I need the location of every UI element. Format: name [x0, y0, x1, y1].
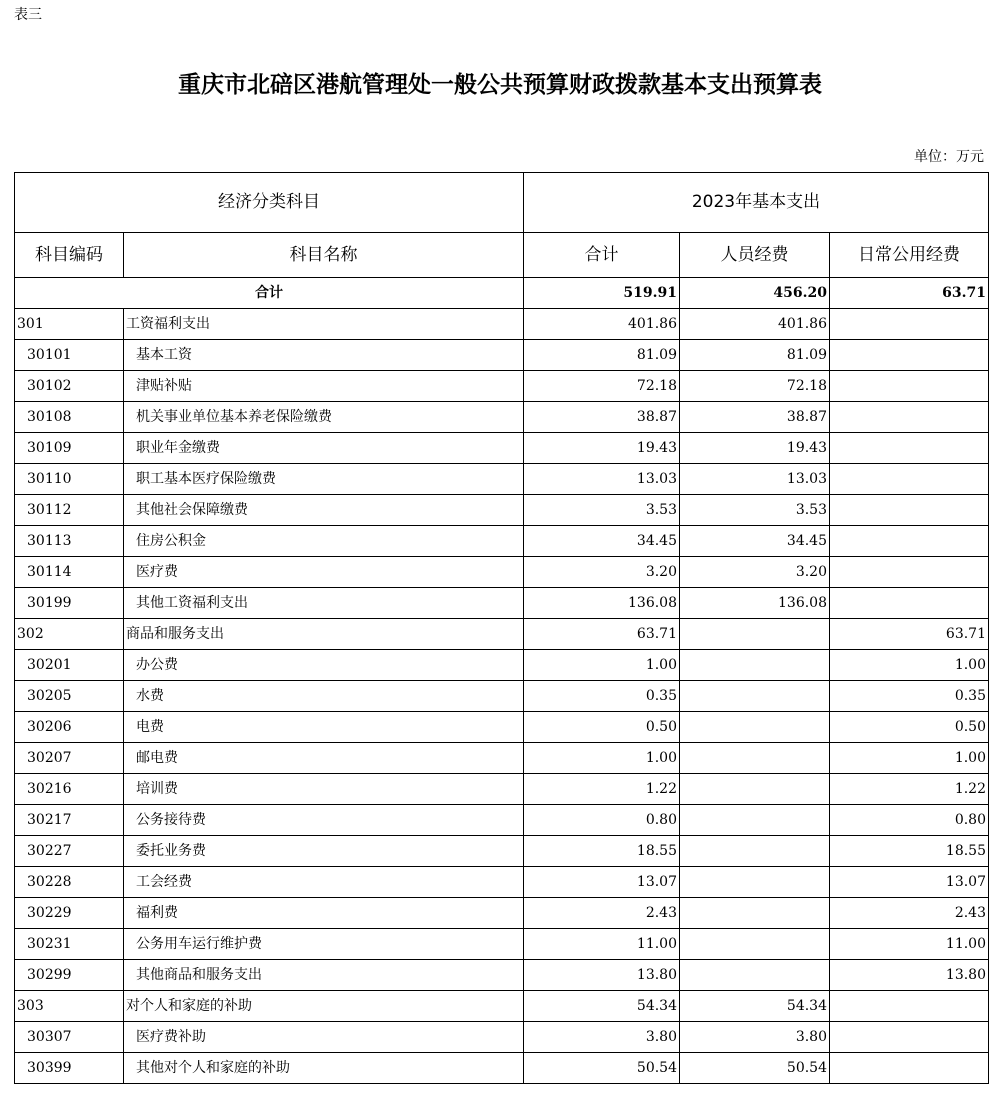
row-daily — [830, 433, 989, 464]
table-row — [15, 402, 989, 433]
row-name: 住房公积金 — [124, 526, 524, 557]
row-code: 302 — [15, 619, 124, 650]
row-personnel: 54.34 — [680, 991, 830, 1022]
row-daily: 0.35 — [830, 681, 989, 712]
row-code: 30113 — [15, 526, 124, 557]
row-name: 工会经费 — [124, 867, 524, 898]
row-total: 1.00 — [524, 650, 680, 681]
row-daily — [830, 557, 989, 588]
total-label: 合计 — [15, 278, 524, 309]
row-total: 0.80 — [524, 805, 680, 836]
row-daily — [830, 991, 989, 1022]
row-code: 30199 — [15, 588, 124, 619]
table-row — [15, 309, 989, 340]
budget-table — [14, 172, 989, 1084]
table-row — [15, 898, 989, 929]
row-code: 30229 — [15, 898, 124, 929]
row-personnel — [680, 681, 830, 712]
row-code: 30101 — [15, 340, 124, 371]
row-personnel — [680, 960, 830, 991]
row-daily — [830, 495, 989, 526]
row-name: 福利费 — [124, 898, 524, 929]
row-daily — [830, 402, 989, 433]
row-daily: 1.00 — [830, 743, 989, 774]
table-row — [15, 960, 989, 991]
row-total: 81.09 — [524, 340, 680, 371]
row-personnel: 81.09 — [680, 340, 830, 371]
table-row — [15, 433, 989, 464]
row-total: 34.45 — [524, 526, 680, 557]
row-code: 30205 — [15, 681, 124, 712]
row-total: 401.86 — [524, 309, 680, 340]
row-total: 38.87 — [524, 402, 680, 433]
row-code: 30228 — [15, 867, 124, 898]
total-value: 519.91 — [524, 278, 680, 309]
row-personnel: 50.54 — [680, 1053, 830, 1084]
row-name: 职工基本医疗保险缴费 — [124, 464, 524, 495]
row-total: 50.54 — [524, 1053, 680, 1084]
row-daily: 0.50 — [830, 712, 989, 743]
table-row — [15, 619, 989, 650]
row-personnel — [680, 619, 830, 650]
row-code: 30399 — [15, 1053, 124, 1084]
row-daily: 1.00 — [830, 650, 989, 681]
row-personnel — [680, 650, 830, 681]
row-personnel: 13.03 — [680, 464, 830, 495]
row-code: 30102 — [15, 371, 124, 402]
table-number-label: 表三 — [14, 7, 42, 23]
row-total: 72.18 — [524, 371, 680, 402]
header-daily: 日常公用经费 — [830, 233, 989, 278]
row-daily: 13.07 — [830, 867, 989, 898]
row-daily: 18.55 — [830, 836, 989, 867]
row-daily: 13.80 — [830, 960, 989, 991]
row-name: 工资福利支出 — [124, 309, 524, 340]
row-code: 30201 — [15, 650, 124, 681]
row-daily: 0.80 — [830, 805, 989, 836]
row-name: 公务接待费 — [124, 805, 524, 836]
row-name: 商品和服务支出 — [124, 619, 524, 650]
row-personnel — [680, 805, 830, 836]
row-daily — [830, 526, 989, 557]
table-row — [15, 743, 989, 774]
row-name: 其他社会保障缴费 — [124, 495, 524, 526]
row-name: 委托业务费 — [124, 836, 524, 867]
header-row-columns — [15, 233, 989, 278]
row-name: 其他对个人和家庭的补助 — [124, 1053, 524, 1084]
row-total: 0.50 — [524, 712, 680, 743]
row-total: 13.03 — [524, 464, 680, 495]
row-personnel — [680, 867, 830, 898]
row-code: 30231 — [15, 929, 124, 960]
row-total: 1.22 — [524, 774, 680, 805]
table-row — [15, 495, 989, 526]
row-personnel: 3.20 — [680, 557, 830, 588]
row-name: 机关事业单位基本养老保险缴费 — [124, 402, 524, 433]
row-total: 1.00 — [524, 743, 680, 774]
row-code: 30307 — [15, 1022, 124, 1053]
row-personnel — [680, 774, 830, 805]
total-daily: 63.71 — [830, 278, 989, 309]
row-code: 30108 — [15, 402, 124, 433]
row-total: 18.55 — [524, 836, 680, 867]
header-basic-expenditure-2023: 2023年基本支出 — [524, 173, 989, 233]
row-name: 其他商品和服务支出 — [124, 960, 524, 991]
row-name: 津贴补贴 — [124, 371, 524, 402]
table-row — [15, 867, 989, 898]
row-name: 培训费 — [124, 774, 524, 805]
row-personnel — [680, 743, 830, 774]
row-daily — [830, 1022, 989, 1053]
row-total: 54.34 — [524, 991, 680, 1022]
row-daily — [830, 309, 989, 340]
row-name: 公务用车运行维护费 — [124, 929, 524, 960]
row-code: 301 — [15, 309, 124, 340]
table-row — [15, 650, 989, 681]
row-total: 3.53 — [524, 495, 680, 526]
row-total: 11.00 — [524, 929, 680, 960]
header-code: 科目编码 — [15, 233, 124, 278]
header-total: 合计 — [524, 233, 680, 278]
row-total: 2.43 — [524, 898, 680, 929]
row-code: 30299 — [15, 960, 124, 991]
row-total: 0.35 — [524, 681, 680, 712]
row-name: 办公费 — [124, 650, 524, 681]
table-row — [15, 371, 989, 402]
total-row — [15, 278, 989, 309]
row-name: 基本工资 — [124, 340, 524, 371]
row-total: 3.20 — [524, 557, 680, 588]
row-code: 30216 — [15, 774, 124, 805]
table-row — [15, 464, 989, 495]
row-code: 30206 — [15, 712, 124, 743]
row-personnel: 3.80 — [680, 1022, 830, 1053]
row-personnel — [680, 836, 830, 867]
row-personnel: 34.45 — [680, 526, 830, 557]
row-personnel: 136.08 — [680, 588, 830, 619]
table-row — [15, 526, 989, 557]
row-name: 邮电费 — [124, 743, 524, 774]
row-personnel: 3.53 — [680, 495, 830, 526]
table-row — [15, 588, 989, 619]
total-personnel: 456.20 — [680, 278, 830, 309]
row-name: 职业年金缴费 — [124, 433, 524, 464]
table-row — [15, 991, 989, 1022]
table-row — [15, 1053, 989, 1084]
row-personnel: 72.18 — [680, 371, 830, 402]
table-row — [15, 681, 989, 712]
row-code: 303 — [15, 991, 124, 1022]
header-economic-category: 经济分类科目 — [15, 173, 524, 233]
header-name: 科目名称 — [124, 233, 524, 278]
table-row — [15, 1022, 989, 1053]
table-row — [15, 774, 989, 805]
row-code: 30227 — [15, 836, 124, 867]
table-row — [15, 557, 989, 588]
row-personnel — [680, 929, 830, 960]
row-total: 136.08 — [524, 588, 680, 619]
table-row — [15, 805, 989, 836]
row-daily — [830, 588, 989, 619]
row-code: 30217 — [15, 805, 124, 836]
row-total: 63.71 — [524, 619, 680, 650]
row-code: 30110 — [15, 464, 124, 495]
row-code: 30207 — [15, 743, 124, 774]
table-row — [15, 929, 989, 960]
row-personnel: 19.43 — [680, 433, 830, 464]
row-name: 医疗费补助 — [124, 1022, 524, 1053]
row-total: 3.80 — [524, 1022, 680, 1053]
row-daily: 63.71 — [830, 619, 989, 650]
row-daily — [830, 371, 989, 402]
row-total: 19.43 — [524, 433, 680, 464]
header-personnel: 人员经费 — [680, 233, 830, 278]
row-name: 其他工资福利支出 — [124, 588, 524, 619]
table-row — [15, 712, 989, 743]
table-row — [15, 340, 989, 371]
table-row — [15, 836, 989, 867]
row-total: 13.80 — [524, 960, 680, 991]
row-name: 水费 — [124, 681, 524, 712]
row-daily — [830, 464, 989, 495]
row-personnel: 401.86 — [680, 309, 830, 340]
row-total: 13.07 — [524, 867, 680, 898]
row-personnel: 38.87 — [680, 402, 830, 433]
row-personnel — [680, 898, 830, 929]
row-daily: 1.22 — [830, 774, 989, 805]
row-daily: 11.00 — [830, 929, 989, 960]
row-name: 医疗费 — [124, 557, 524, 588]
header-row-group — [15, 173, 989, 233]
row-daily: 2.43 — [830, 898, 989, 929]
row-code: 30114 — [15, 557, 124, 588]
row-personnel — [680, 712, 830, 743]
row-name: 对个人和家庭的补助 — [124, 991, 524, 1022]
unit-label: 单位：万元 — [914, 149, 984, 165]
document-title: 重庆市北碚区港航管理处一般公共预算财政拨款基本支出预算表 — [178, 72, 822, 98]
row-code: 30112 — [15, 495, 124, 526]
row-daily — [830, 1053, 989, 1084]
row-name: 电费 — [124, 712, 524, 743]
row-daily — [830, 340, 989, 371]
row-code: 30109 — [15, 433, 124, 464]
